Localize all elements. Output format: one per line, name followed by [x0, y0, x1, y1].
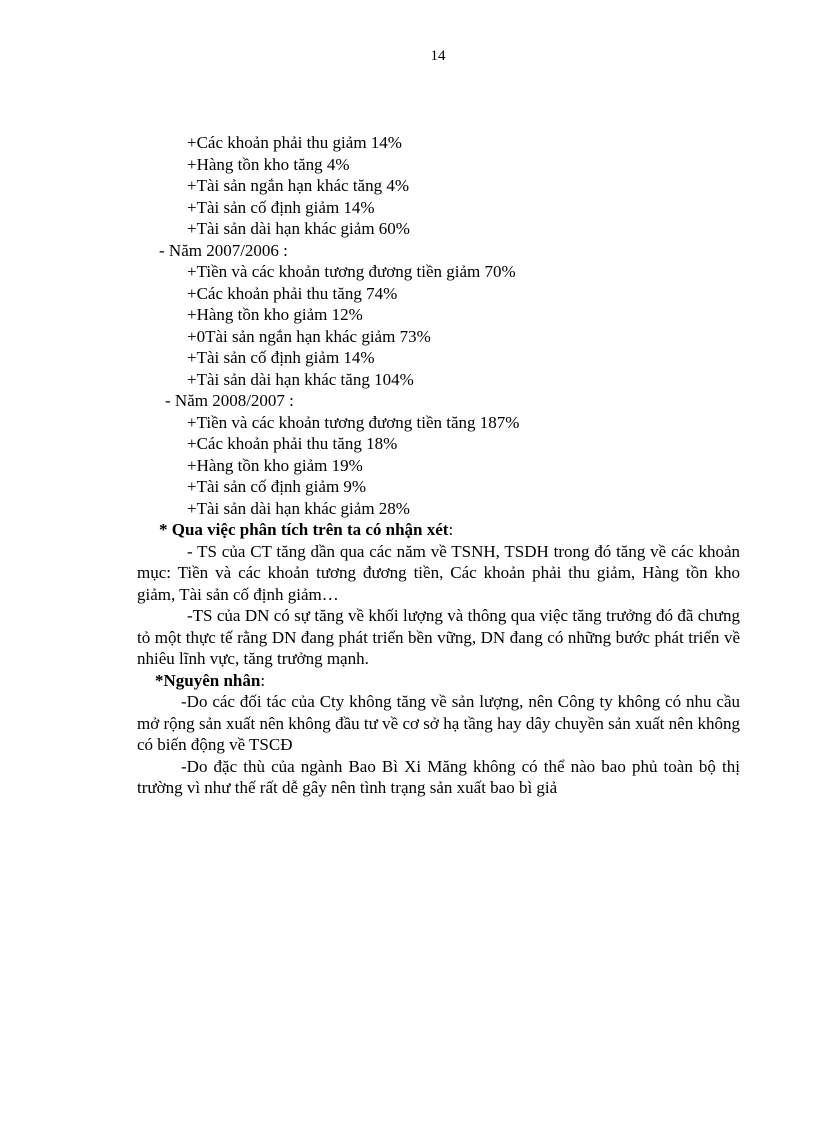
year-heading-2008: - Năm 2008/2007 : [165, 391, 294, 410]
list-item: +Tài sản ngắn hạn khác tăng 4% [187, 176, 410, 195]
remarks-paragraph-2: -TS của DN có sự tăng về khối lượng và thông qua việc tăng trưởng đó đã chưng tỏ một thực tế rằng DN đang phát triển bền vững, DN đang có những bước phát triển về nhiêu lĩnh vực, tăng trưởng mạnh. [137, 606, 740, 668]
page-number: 14 [430, 48, 446, 64]
list-item: +Các khoản phải thu tăng 18% [187, 434, 398, 453]
list-item: +Hàng tồn kho tăng 4% [187, 154, 350, 174]
list-item: +Hàng tồn kho giảm 12% [187, 305, 363, 324]
causes-heading-colon: : [260, 670, 266, 690]
list-item: +Tài sản cố định giảm 14% [187, 197, 375, 217]
list-item: +Các khoản phải thu giảm 14% [187, 133, 402, 152]
list-item: +Tiền và các khoản tương đương tiền giảm 70% [187, 262, 516, 281]
list-item: +Tài sản dài hạn khác tăng 104% [187, 369, 414, 389]
list-item: +Các khoản phải thu tăng 74% [187, 283, 398, 303]
remarks-heading [137, 519, 740, 541]
causes-heading [137, 670, 740, 692]
list-item: +Tài sản cố định giảm 14% [187, 348, 375, 367]
list-item: +Tiền và các khoản tương đương tiền tăng 187% [187, 412, 520, 432]
causes-paragraph-1: -Do các đối tác của Cty không tăng về sản lượng, nên Công ty không có nhu cầu mở rộng sản xuất nên không đầu tư về cơ sở hạ tầng hay dây chuyền sản xuất nên không có biến động về TSCĐ [137, 692, 740, 754]
document-body [137, 132, 740, 799]
remarks-heading-colon: : [448, 520, 454, 539]
year-heading-2007: - Năm 2007/2006 : [159, 240, 288, 260]
list-item: +Tài sản dài hạn khác giảm 60% [187, 219, 410, 238]
list-item: +Tài sản dài hạn khác giảm 28% [187, 498, 410, 518]
remarks-heading-text: * Qua việc phân tích trên ta có nhận xét [159, 520, 449, 539]
remarks-paragraph-1: - TS của CT tăng dần qua các năm về TSNH, TSDH trong đó tăng về các khoản mục: Tiền và các khoản tương đương tiền, Các khoản phải thu giảm, Hàng tồn kho giảm, Tài sản cố định giảm… [137, 541, 740, 604]
list-item: +Hàng tồn kho giảm 19% [187, 455, 363, 475]
list-item: +Tài sản cố định giảm 9% [187, 477, 367, 496]
causes-heading-text: *Nguyên nhân [155, 670, 261, 690]
causes-paragraph-2: -Do đặc thù của ngành Bao Bì Xi Măng không có thể nào bao phủ toàn bộ thị trường vì như thế rất dễ gây nên tình trạng sản xuất bao bì giả [137, 756, 740, 797]
list-item: +0Tài sản ngắn hạn khác giảm 73% [187, 326, 431, 346]
